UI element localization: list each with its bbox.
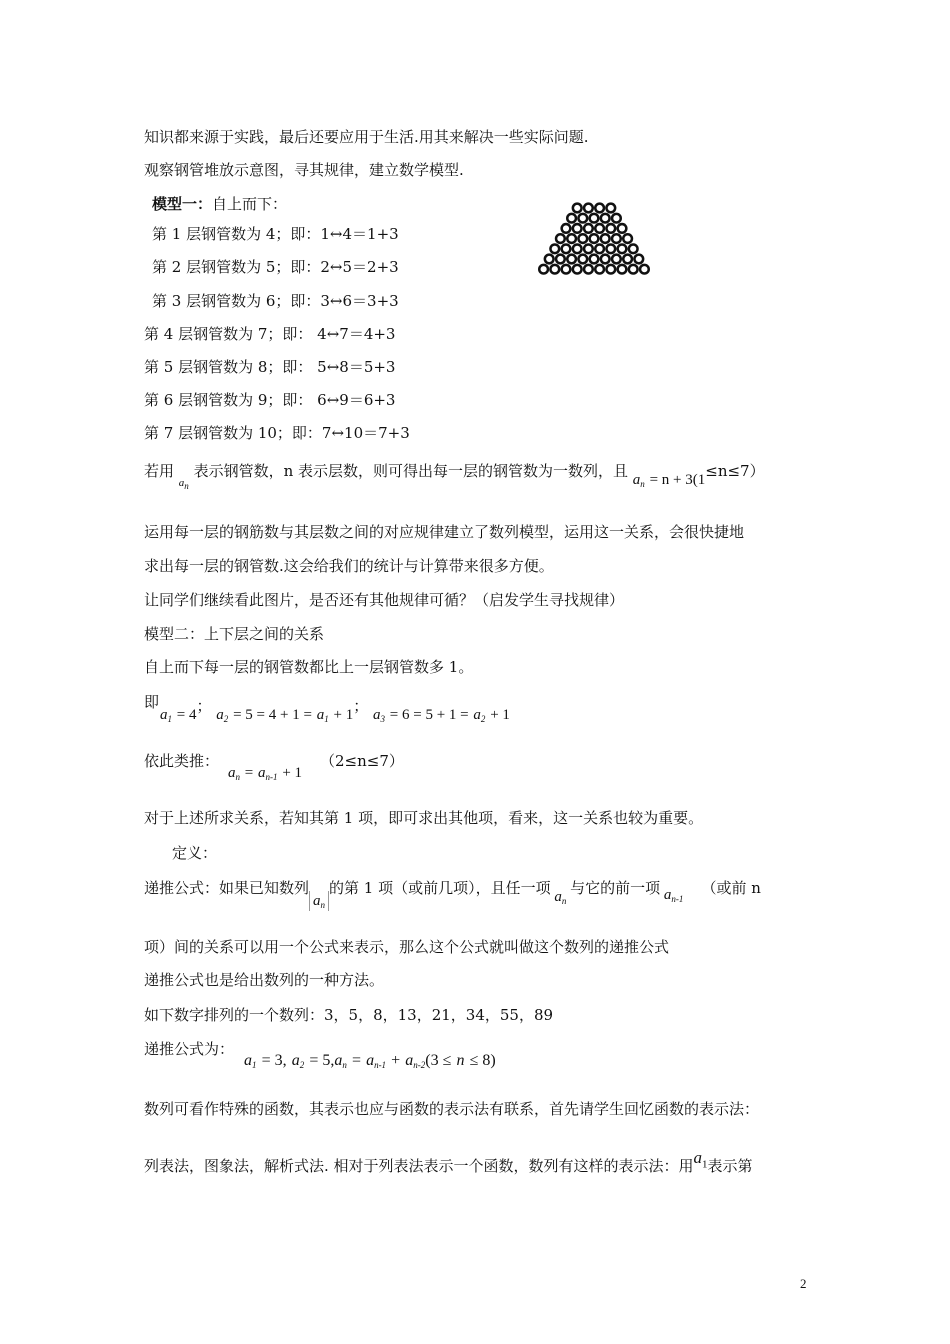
- recurrence-formula: $a_1 = 3$, $a_2 = 5,a_n = a_{n-1} + a_{n-2}(3 \le n \le 8)$: [244, 1052, 496, 1070]
- pipe-inner: [552, 266, 558, 272]
- pipe-inner: [569, 215, 575, 221]
- layer-line: 第 5 层钢管数为 8；即： 5↔8＝5+3: [144, 358, 396, 376]
- rec-part-5: ≤ 8): [469, 1052, 496, 1069]
- ifuse-formula: $a_n = n + 3(1$: [632, 472, 706, 489]
- infer-eq-text: + 1: [282, 765, 303, 781]
- eq3-text-b: + 1: [490, 707, 510, 723]
- equations-row: $a_1 = 4$； $a_2 = 5 = 4 + 1 = a_1 + 1$； $a_3 = 6 = 5 + 1 = a_2 + 1$: [160, 697, 510, 724]
- pipe-inner: [574, 205, 580, 211]
- pipe-inner: [580, 215, 586, 221]
- sequence-symbol: $a_n$: [309, 891, 329, 911]
- pipe-inner: [625, 236, 631, 242]
- pipe-inner: [585, 225, 591, 231]
- ji-label: 即: [144, 693, 160, 711]
- layer-line: 第 6 层钢管数为 9；即： 6↔9＝6+3: [144, 391, 396, 409]
- ifuse-text-c: ≤n≤7）: [705, 462, 765, 480]
- model1-title: 模型一：: [152, 195, 213, 213]
- pipe-inner: [602, 236, 608, 242]
- paragraph-method: 递推公式也是给出数列的一种方法。: [144, 971, 385, 989]
- eq1-text: = 4: [176, 707, 197, 723]
- paragraph-observe: 观察钢管堆放示意图，寻其规律，建立数学模型.: [144, 161, 464, 179]
- model1-heading: [152, 194, 287, 214]
- eq2-text-b: + 1: [333, 707, 354, 723]
- pipe-inner: [591, 256, 597, 262]
- pipe-inner: [597, 266, 603, 272]
- pipe-inner: [569, 236, 575, 242]
- pipe-inner: [585, 246, 591, 252]
- pipe-inner: [546, 256, 552, 262]
- paragraph-each-layer: 自上而下每一层的钢管数都比上一层钢管数多 1。: [144, 658, 474, 676]
- model1-subtitle: 自上而下：: [212, 195, 288, 213]
- paragraph-ifuse: [144, 461, 765, 491]
- pipe-inner: [563, 266, 569, 272]
- paragraph-intro: 知识都来源于实践，最后还要应用于生活.用其来解决一些实际问题.: [144, 128, 589, 146]
- pipe-inner: [602, 215, 608, 221]
- recurrence-label: 递推公式为：: [144, 1040, 235, 1058]
- symbol-a-n: an: [178, 477, 189, 491]
- rec-part-2: = 5,: [309, 1052, 335, 1069]
- pipe-inner: [563, 246, 569, 252]
- definition-title: 定义：: [172, 844, 218, 862]
- paragraph-function: 数列可看作特殊的函数，其表示也应与函数的表示法有联系，首先请学生回忆函数的表示法：: [144, 1100, 760, 1118]
- pipe-inner: [569, 256, 575, 262]
- pipe-inner: [591, 215, 597, 221]
- infer-label: 依此类推：: [144, 752, 220, 770]
- rec-part-1: = 3,: [261, 1052, 287, 1069]
- pipe-inner: [585, 266, 591, 272]
- layer-line: 第 7 层钢管数为 10；即：7↔10＝7+3: [144, 424, 410, 442]
- pipe-inner: [613, 256, 619, 262]
- pipe-inner: [563, 225, 569, 231]
- pipe-inner: [597, 246, 603, 252]
- rec-part-3: +: [391, 1052, 401, 1069]
- def-text-d: （或前 n: [701, 879, 761, 897]
- pipe-inner: [613, 236, 619, 242]
- rec-part-4: (3 ≤: [425, 1052, 452, 1069]
- def-text-a: 递推公式：如果已知数列: [144, 879, 310, 897]
- pipe-inner: [625, 256, 631, 262]
- steel-pipe-pile-diagram: [536, 200, 652, 280]
- eq3-text-a: = 6 = 5 + 1 =: [389, 707, 469, 723]
- infer-equation: $a_n = a_{n-1} + 1$: [228, 765, 303, 782]
- pipe-inner: [608, 205, 614, 211]
- pipe-inner: [580, 236, 586, 242]
- repr-text-b: 表示第: [707, 1157, 753, 1175]
- paragraph-continue: 让同学们继续看此图片，是否还有其他规律可循？（启发学生寻找规律）: [144, 591, 625, 609]
- pipe-inner: [591, 236, 597, 242]
- ifuse-formula-text: = n + 3(1: [649, 472, 706, 488]
- pipe-inner: [619, 266, 625, 272]
- pipe-inner: [585, 205, 591, 211]
- infer-range: （2≤n≤7）: [320, 752, 404, 770]
- pipe-inner: [613, 215, 619, 221]
- paragraph-model-use-a: 运用每一层的钢筋数与其层数之间的对应规律建立了数列模型，运用这一关系，会很快捷地: [144, 523, 745, 541]
- pipe-inner: [641, 266, 647, 272]
- pipe-inner: [574, 246, 580, 252]
- def-text-b: 的第 1 项（或前几项），且任一项: [329, 879, 551, 897]
- ifuse-text-b: 表示钢管数，n 表示层数，则可得出每一层的钢管数为一数列，且: [193, 462, 629, 480]
- repr-text-a: 列表法，图象法，解析式法. 相对于列表法表示一个函数，数列有这样的表示法：用: [144, 1157, 694, 1175]
- pipe-inner: [636, 256, 642, 262]
- pipe-inner: [608, 225, 614, 231]
- definition-continued: 项）间的关系可以用一个公式来表示，那么这个公式就叫做这个数列的递推公式: [144, 938, 670, 956]
- paragraph-model-use-b: 求出每一层的钢管数.这会给我们的统计与计算带来很多方便。: [144, 557, 554, 575]
- pipe-inner: [602, 256, 608, 262]
- pipe-inner: [557, 236, 563, 242]
- def-text-c: 与它的前一项: [570, 879, 661, 897]
- pipe-inner: [574, 225, 580, 231]
- pipe-inner: [597, 205, 603, 211]
- layer-line: 第 4 层钢管数为 7；即： 4↔7＝4+3: [144, 325, 396, 343]
- paragraph-sequence: 如下数字排列的一个数列：3，5，8，13，21，34，55，89: [144, 1006, 554, 1024]
- definition-line: 递推公式：如果已知数列$a_n$的第 1 项（或前几项），且任一项 $a_n$ 与它的前一项 $a_{n-1}$ （或前 n: [144, 879, 761, 910]
- pipe-inner: [574, 266, 580, 272]
- pipe-inner: [597, 225, 603, 231]
- pipe-inner: [580, 256, 586, 262]
- layer-line: 第 1 层钢管数为 4；即：1↔4＝1+3: [152, 225, 399, 243]
- pipe-inner: [630, 266, 636, 272]
- pipe-inner: [552, 246, 558, 252]
- layer-line: 第 3 层钢管数为 6；即：3↔6＝3+3: [152, 292, 399, 310]
- pipe-inner: [619, 225, 625, 231]
- layer-line: 第 2 层钢管数为 5；即：2↔5＝2+3: [152, 258, 399, 276]
- paragraph-relation: 对于上述所求关系，若知其第 1 项，即可求出其他项，看来，这一关系也较为重要。: [144, 809, 704, 827]
- ifuse-text-a: 若用: [144, 462, 175, 480]
- pipe-inner: [608, 266, 614, 272]
- pipe-inner: [541, 266, 547, 272]
- pipe-inner: [608, 246, 614, 252]
- page-number: 2: [800, 1276, 807, 1291]
- pipe-inner: [630, 246, 636, 252]
- model2-title: 模型二：上下层之间的关系: [144, 625, 325, 643]
- eq2-text-a: = 5 = 4 + 1 =: [233, 707, 312, 723]
- paragraph-representation: 列表法，图象法，解析式法. 相对于列表法表示一个函数，数列有这样的表示法：用$a_1$表示第: [144, 1148, 753, 1175]
- pipe-inner: [557, 256, 563, 262]
- pipe-inner: [619, 246, 625, 252]
